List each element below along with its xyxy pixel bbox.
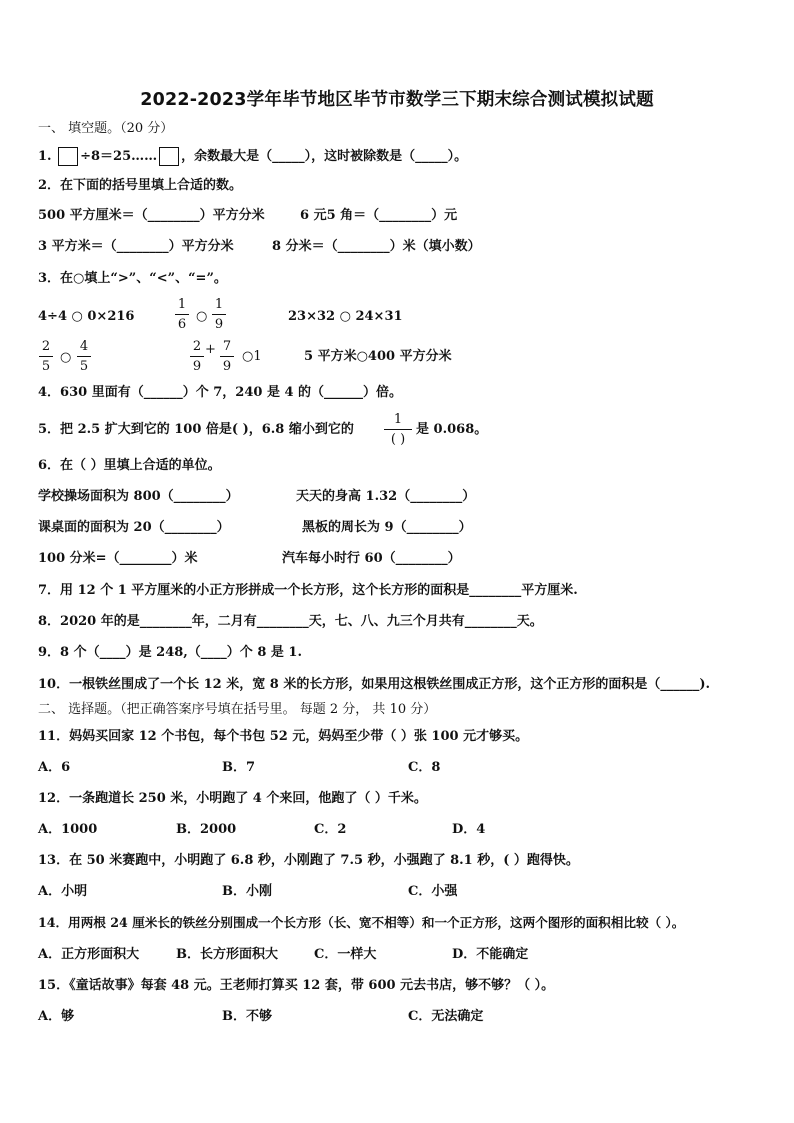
- q1-number: 1.: [38, 149, 52, 164]
- q3-item-c: 23×32 ○ 24×31: [288, 309, 403, 324]
- q1-text-1: ÷8＝25……: [80, 149, 158, 164]
- q3-item-e-tail: ○1: [242, 349, 262, 364]
- question-10: 10．一根铁丝围成了一个长 12 米，宽 8 米的长方形，如果用这根铁丝围成正方形，这个正方形的面积是（______).: [38, 677, 711, 692]
- q2-item-4: 8 分米＝（________）米（填小数）: [272, 239, 481, 254]
- q11-option-a: A．6: [38, 760, 71, 775]
- question-15: 15．《童话故事》每套 48 元。王老师打算买 12 套，带 600 元去书店，够不够？（ ）。: [38, 978, 555, 993]
- question-9: 9．8 个（____）是 248,（____）个 8 是 1.: [38, 645, 302, 660]
- question-5-part-2: 是 0.068。: [416, 422, 488, 437]
- fraction: 7 9: [219, 338, 235, 375]
- question-2-stem: 2．在下面的括号里填上合适的数。: [38, 178, 243, 193]
- question-4: 4．630 里面有（______）个 7，240 是 4 的（______）倍。: [38, 385, 403, 400]
- fraction: 1 ( ): [383, 411, 413, 448]
- q6-item-1: 学校操场面积为 800（________）: [38, 489, 239, 504]
- fraction: 1 6: [174, 296, 190, 333]
- fraction: 1 9: [211, 296, 227, 333]
- compare-circle: ○: [196, 309, 208, 324]
- q11-option-b: B．7: [222, 760, 256, 775]
- q13-option-c: C．小强: [408, 884, 458, 899]
- blank-box: [159, 147, 179, 166]
- q12-option-b: B．2000: [176, 822, 237, 837]
- q14-option-d: D．不能确定: [452, 947, 529, 962]
- question-7: 7．用 12 个 1 平方厘米的小正方形拼成一个长方形，这个长方形的面积是________平方厘米.: [38, 583, 578, 598]
- q12-option-a: A．1000: [38, 822, 98, 837]
- q11-option-c: C．8: [408, 760, 441, 775]
- fraction: 2 5: [38, 338, 54, 375]
- q14-option-b: B．长方形面积大: [176, 947, 278, 962]
- fraction: 2 9: [189, 338, 205, 375]
- question-13: 13．在 50 米赛跑中，小明跑了 6.8 秒，小刚跑了 7.5 秒，小强跑了 8.1 秒，( ）跑得快。: [38, 853, 579, 868]
- q14-option-a: A．正方形面积大: [38, 947, 140, 962]
- section-1-heading: 一、 填空题。（20 分）: [38, 121, 174, 136]
- q6-item-2: 天天的身高 1.32（________）: [296, 489, 476, 504]
- q15-option-c: C．无法确定: [408, 1009, 484, 1024]
- question-12: 12．一条跑道长 250 米，小明跑了 4 个来回，他跑了（ ）千米。: [38, 791, 427, 806]
- q6-item-5: 100 分米=（________）米: [38, 551, 198, 566]
- question-14: 14．用两根 24 厘米长的铁丝分别围成一个长方形（长、宽不相等）和一个正方形，这两个图形的面积相比较（ ）。: [38, 915, 685, 930]
- q12-option-d: D．4: [452, 822, 486, 837]
- question-3-stem: 3．在○填上“>”、“<”、“=”。: [38, 271, 227, 286]
- question-6-stem: 6．在（ ）里填上合适的单位。: [38, 458, 221, 473]
- q12-option-c: C．2: [314, 822, 347, 837]
- plus-sign: +: [205, 342, 216, 357]
- blank-box: [58, 147, 78, 166]
- q15-option-a: A．够: [38, 1009, 75, 1024]
- fraction: 4 5: [76, 338, 92, 375]
- q2-item-3: 3 平方米＝（________）平方分米: [38, 239, 234, 254]
- page-title: 2022-2023学年毕节地区毕节市数学三下期末综合测试模拟试题: [140, 90, 654, 110]
- q6-item-4: 黑板的周长为 9（________）: [302, 520, 472, 535]
- q1-text-2: ，余数最大是（_____），这时被除数是（_____）。: [181, 149, 468, 164]
- question-5-part-1: 5．把 2.5 扩大到它的 100 倍是( )，6.8 缩小到它的: [38, 422, 354, 437]
- q14-option-c: C．一样大: [314, 947, 377, 962]
- compare-circle: ○: [60, 350, 72, 365]
- q13-option-a: A．小明: [38, 884, 88, 899]
- q15-option-b: B．不够: [222, 1009, 272, 1024]
- question-8: 8．2020 年的是________年，二月有________天，七、八、九三个月共有________天。: [38, 614, 543, 629]
- section-2-heading: 二、 选择题。（把正确答案序号填在括号里。 每题 2 分， 共 10 分）: [38, 702, 437, 717]
- q6-item-3: 课桌面的面积为 20（________）: [38, 520, 230, 535]
- q6-item-6: 汽车每小时行 60（________）: [282, 551, 461, 566]
- q3-item-a: 4÷4 ○ 0×216: [38, 309, 135, 324]
- q2-item-1: 500 平方厘米＝（________）平方分米: [38, 208, 265, 223]
- q13-option-b: B．小刚: [222, 884, 272, 899]
- q2-item-2: 6 元5 角＝（________）元: [300, 208, 458, 223]
- question-11: 11．妈妈买回家 12 个书包，每个书包 52 元，妈妈至少带（ ）张 100 元才够买。: [38, 729, 529, 744]
- question-1: [38, 147, 467, 166]
- q3-item-f: 5 平方米○400 平方分米: [304, 349, 452, 364]
